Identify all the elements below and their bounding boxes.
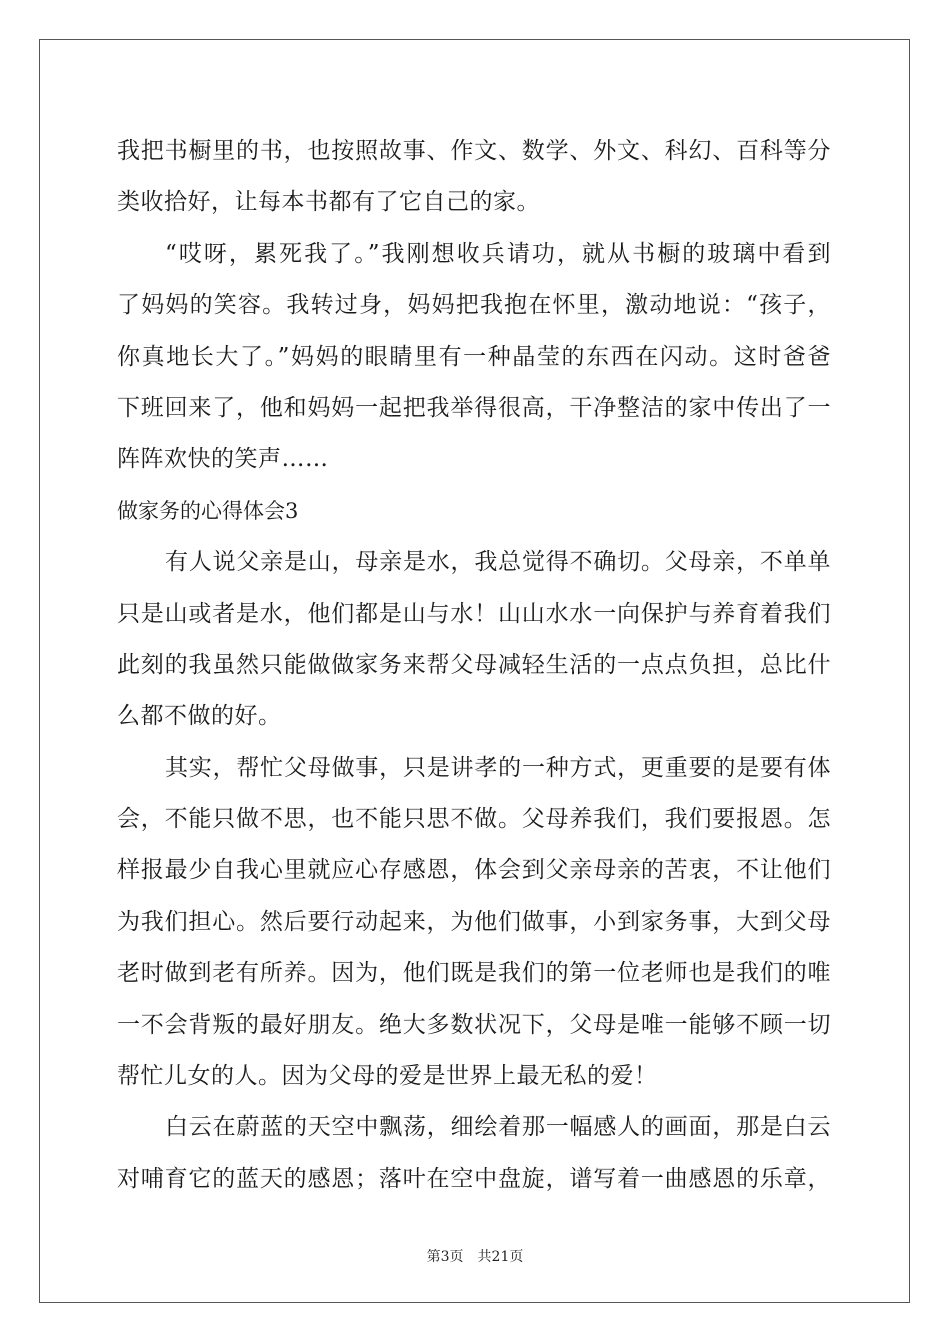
text-line: 有人说父亲是山，母亲是水，我总觉得不确切。父母亲，不单单	[165, 549, 831, 576]
text-line: 为我们担心。然后要行动起来，为他们做事，小到家务事，大到父母	[117, 908, 831, 935]
text-line: 类收拾好，让每本书都有了它自己的家。	[117, 189, 540, 216]
paragraph	[117, 126, 831, 229]
paragraph	[117, 229, 831, 486]
text-line: 对哺育它的蓝天的感恩；落叶在空中盘旋，谱写着一曲感恩的乐章，	[117, 1165, 831, 1192]
paragraph	[117, 1102, 831, 1205]
text-line: 其实，帮忙父母做事，只是讲孝的一种方式，更重要的是要有体	[165, 754, 831, 781]
text-line: 此刻的我虽然只能做做家务来帮父母减轻生活的一点点负担，总比什	[117, 651, 831, 678]
text-line: 一不会背叛的最好朋友。绝大多数状况下，父母是唯一能够不顾一切	[117, 1011, 831, 1038]
text-line: 白云在蔚蓝的天空中飘荡，细绘着那一幅感人的画面，那是白云	[165, 1114, 831, 1141]
paragraph	[117, 537, 831, 743]
section-heading: 做家务的心得体会3	[117, 498, 299, 523]
text-line: 样报最少自我心里就应心存感恩，体会到父亲母亲的苦衷，不让他们	[117, 857, 831, 884]
text-line: 么都不做的好。	[117, 703, 282, 730]
page-number-footer: 第3页 共21页	[426, 1249, 524, 1265]
text-line: 帮忙儿女的人。因为父母的爱是世界上最无私的爱！	[117, 1063, 658, 1090]
text-line: 了妈妈的笑容。我转过身，妈妈把我抱在怀里，激动地说：“孩子，	[117, 292, 831, 319]
text-line: 老时做到老有所养。因为，他们既是我们的第一位老师也是我们的唯	[117, 960, 831, 987]
document-body	[117, 126, 831, 1205]
text-line: 阵阵欢快的笑声……	[117, 446, 329, 473]
paragraph	[117, 743, 831, 1103]
text-line: 会，不能只做不思，也不能只思不做。父母养我们，我们要报恩。怎	[117, 806, 831, 833]
text-line: 下班回来了，他和妈妈一起把我举得很高，干净整洁的家中传出了一	[117, 394, 831, 421]
text-line: 只是山或者是水，他们都是山与水！山山水水一向保护与养育着我们	[117, 600, 831, 627]
text-line: 我把书橱里的书，也按照故事、作文、数学、外文、科幻、百科等分	[117, 138, 831, 164]
text-line: “哎呀，累死我了。”我刚想收兵请功，就从书橱的玻璃中看到	[165, 240, 831, 267]
text-line: 你真地长大了。”妈妈的眼睛里有一种晶莹的东西在闪动。这时爸爸	[117, 343, 831, 370]
